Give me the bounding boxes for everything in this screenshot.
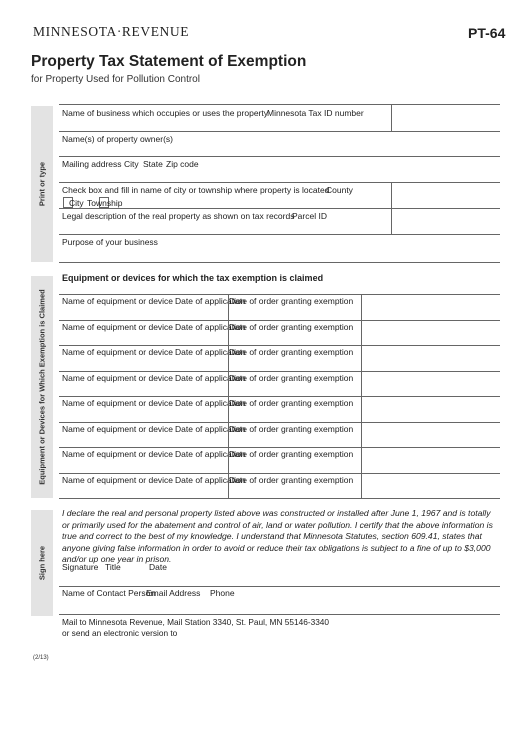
sidebar-sign-label: Sign here: [37, 545, 47, 581]
contact-field[interactable]: [59, 586, 500, 614]
state-label: State: [143, 159, 163, 169]
order-date-label: Date of order granting exemption: [229, 449, 354, 459]
equipment-col-divider-1: [228, 294, 229, 498]
equipment-col-divider-2: [361, 294, 362, 498]
declaration-text: I declare the real and personal property listed above was constructed or installed after June 1, 1967 and is totally or primarily used for the abatement and control of air, land or water pollution. I certify that the above information is true and correct to the best of my knowledge. I understand that Minnesota Statutes, section 609.41, states that anyone giving false information in order to avoid or reduce their tax obligations is subject to a fine of up to $3,000 and/or up one year in prison.: [62, 508, 493, 565]
order-date-label: Date of order granting exemption: [229, 347, 354, 357]
legal-description-field[interactable]: [59, 208, 391, 234]
location-field: [59, 182, 391, 208]
equipment-name-label: Name of equipment or device: [62, 347, 174, 357]
date-label: Date: [149, 562, 167, 572]
parcel-label: Parcel ID: [292, 211, 327, 221]
county-field[interactable]: [392, 182, 500, 208]
sidebar-equipment: [31, 276, 53, 498]
rule-contact: [59, 614, 500, 615]
equipment-name-label: Name of equipment or device: [62, 474, 174, 485]
equipment-row[interactable]: [59, 473, 500, 499]
rule-purpose: [59, 262, 500, 263]
order-date-label: Date of order granting exemption: [229, 474, 354, 485]
purpose-label: Purpose of your business: [62, 237, 158, 247]
phone-label: Phone: [210, 588, 235, 598]
application-date-label: Date of application: [175, 423, 246, 434]
mailing-address-field[interactable]: [59, 156, 500, 182]
sidebar-sign-here: [31, 510, 53, 616]
signature-field[interactable]: [59, 560, 500, 586]
parcel-id-field[interactable]: [392, 208, 500, 234]
zip-label: Zip code: [166, 159, 199, 169]
title-label: Title: [105, 562, 121, 572]
signature-label: Signature: [62, 562, 99, 572]
owners-field[interactable]: [59, 131, 500, 157]
application-date-label: Date of application: [175, 321, 246, 332]
equipment-row[interactable]: [59, 396, 500, 422]
form-id: PT-64: [468, 25, 506, 41]
mail-instructions: Mail to Minnesota Revenue, Mail Station 3340, St. Paul, MN 55146-3340: [62, 617, 330, 627]
equipment-row[interactable]: [59, 345, 500, 371]
order-date-label: Date of order granting exemption: [229, 372, 354, 383]
location-instruction: Check box and fill in name of city or township where property is located: [62, 185, 330, 195]
equipment-heading: Equipment or devices for which the tax exemption is claimed: [62, 273, 324, 283]
equipment-name-label: Name of equipment or device: [62, 449, 174, 459]
tax-id-divider: [391, 104, 392, 131]
business-purpose-field[interactable]: [59, 234, 500, 262]
equipment-name-label: Name of equipment or device: [62, 423, 174, 434]
email-label: Email Address: [146, 588, 201, 598]
equipment-row-rule: [59, 498, 500, 499]
agency-logo: MINNESOTA·REVENUE: [33, 24, 190, 39]
equipment-name-label: Name of equipment or device: [62, 372, 174, 383]
application-date-label: Date of application: [175, 372, 246, 383]
page-title: Property Tax Statement of Exemption: [31, 53, 307, 70]
sidebar-print-or-type: [31, 106, 53, 262]
application-date-label: Date of application: [175, 449, 246, 459]
sidebar-print-label: Print or type: [37, 161, 47, 207]
sidebar-equipment-label: Equipment or Devices for Which Exemption is Claimed: [37, 289, 47, 485]
legal-desc-label: Legal description of the real property as shown on tax records: [62, 211, 295, 221]
revision-date: (2/13): [33, 655, 49, 661]
application-date-label: Date of application: [175, 398, 246, 408]
order-date-label: Date of order granting exemption: [229, 296, 354, 306]
contact-name-label: Name of Contact Person: [62, 588, 156, 598]
county-label: County: [326, 185, 353, 195]
order-date-label: Date of order granting exemption: [229, 321, 354, 332]
equipment-row[interactable]: [59, 320, 500, 346]
application-date-label: Date of application: [175, 347, 246, 357]
equipment-row[interactable]: [59, 447, 500, 473]
equipment-name-label: Name of equipment or device: [62, 321, 174, 332]
business-name-field[interactable]: [59, 104, 391, 130]
order-date-label: Date of order granting exemption: [229, 423, 354, 434]
application-date-label: Date of application: [175, 296, 246, 306]
mailing-label: Mailing address: [62, 159, 122, 169]
application-date-label: Date of application: [175, 474, 246, 485]
page-subtitle: for Property Used for Pollution Control: [31, 74, 200, 85]
tax-id-label: Minnesota Tax ID number: [267, 108, 364, 118]
city-option-label: City: [69, 198, 84, 208]
business-name-label: Name of business which occupies or uses the property: [62, 108, 268, 118]
township-option-label: Township: [87, 198, 123, 208]
owners-label: Name(s) of property owner(s): [62, 134, 174, 144]
equipment-row[interactable]: [59, 371, 500, 397]
equipment-name-label: Name of equipment or device: [62, 398, 174, 408]
tax-id-field[interactable]: [392, 104, 500, 130]
equipment-row[interactable]: [59, 422, 500, 448]
city-label: City: [124, 159, 139, 169]
electronic-instructions: or send an electronic version to: [62, 628, 178, 638]
equipment-row[interactable]: [59, 294, 500, 320]
order-date-label: Date of order granting exemption: [229, 398, 354, 408]
equipment-name-label: Name of equipment or device: [62, 296, 174, 306]
